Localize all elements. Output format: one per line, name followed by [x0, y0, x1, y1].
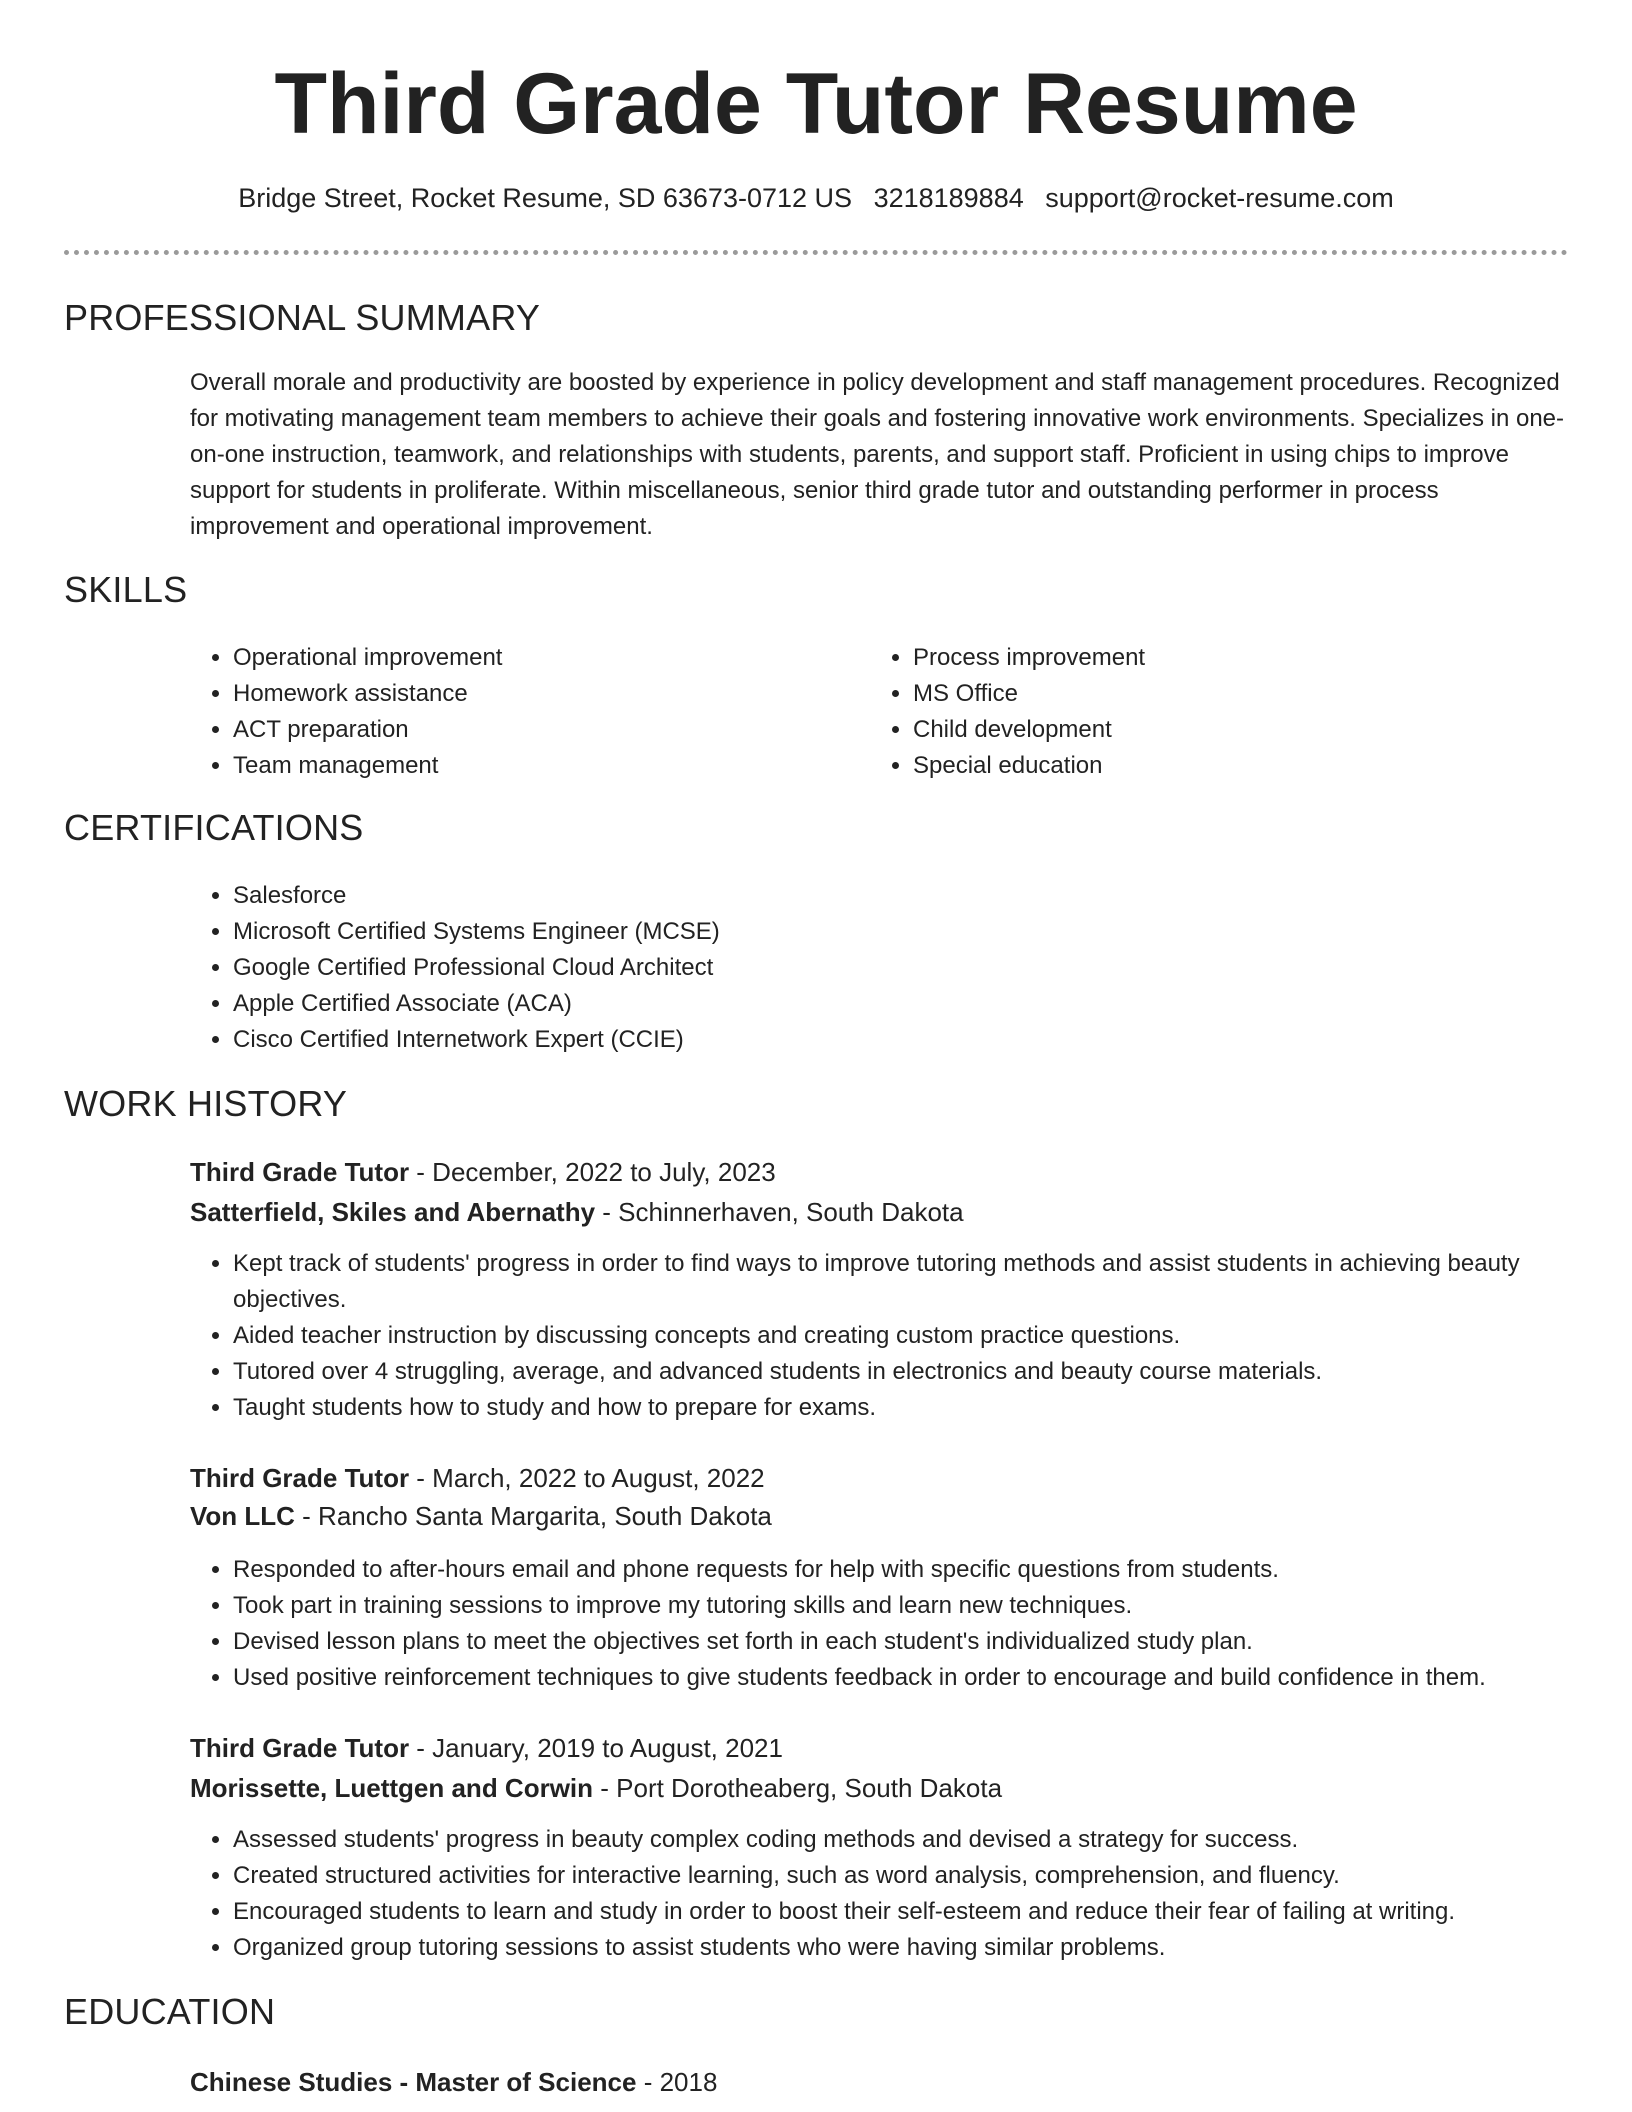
skill-item: • ACT preparation [233, 712, 853, 748]
certification-item: • Salesforce [233, 878, 1533, 914]
job-company: Satterfield, Skiles and Abernathy [190, 1197, 596, 1227]
job-bullet: • Organized group tutoring sessions to assist students who were having similar problems. [233, 1930, 1613, 1966]
job-title-line [190, 1154, 1570, 1190]
skills-list-left [190, 640, 853, 784]
certifications-list [190, 878, 1533, 1058]
job-location: - Schinnerhaven, South Dakota [595, 1197, 964, 1227]
certification-item: • Apple Certified Associate (ACA) [233, 986, 1533, 1022]
job-bullets [190, 1246, 1613, 1426]
resume-title: Third Grade Tutor Resume [274, 56, 1358, 152]
certification-item: • Google Certified Professional Cloud Architect [233, 950, 1533, 986]
work-history-heading: WORK HISTORY [64, 1083, 348, 1124]
contact-email: support@rocket-resume.com [1045, 183, 1394, 213]
skill-item: • Process improvement [913, 640, 1533, 676]
education-year: - 2018 [636, 2067, 718, 2097]
job-bullet: • Took part in training sessions to improve my tutoring skills and learn new techniques. [233, 1588, 1613, 1624]
job-bullet: • Tutored over 4 struggling, average, and advanced students in electronics and beauty course materials. [233, 1354, 1613, 1390]
header-divider [64, 250, 1568, 255]
skill-item: • Special education [913, 748, 1533, 784]
job-company: Von LLC [190, 1501, 295, 1531]
job-bullet: • Kept track of students' progress in order to find ways to improve tutoring methods and assist students in achieving beauty objectives. [233, 1246, 1613, 1318]
job-bullet: • Assessed students' progress in beauty complex coding methods and devised a strategy for success. [233, 1822, 1613, 1858]
skill-item: • Operational improvement [233, 640, 853, 676]
job-company: Morissette, Luettgen and Corwin [190, 1773, 594, 1803]
job-title-line [190, 1730, 1570, 1766]
job-title-line [190, 1460, 1570, 1496]
skill-item: • Child development [913, 712, 1533, 748]
certification-item: • Microsoft Certified Systems Engineer (MCSE) [233, 914, 1533, 950]
job-role: Third Grade Tutor [190, 1463, 410, 1493]
job-location: - Rancho Santa Margarita, South Dakota [294, 1501, 772, 1531]
job-role: Third Grade Tutor [190, 1157, 410, 1187]
education-line [190, 2064, 1570, 2100]
job-bullet: • Taught students how to study and how to prepare for exams. [233, 1390, 1613, 1426]
contact-phone: 3218189884 [873, 183, 1024, 213]
job-bullet: • Used positive reinforcement techniques to give students feedback in order to encourage and build confidence in them. [233, 1660, 1613, 1696]
contact-address: Bridge Street, Rocket Resume, SD 63673-0712 US [238, 183, 853, 213]
certifications-heading: CERTIFICATIONS [64, 807, 364, 848]
job-company-line [190, 1194, 1570, 1230]
skill-item: • MS Office [913, 676, 1533, 712]
job-company-line [190, 1498, 1570, 1534]
job-dates: - December, 2022 to July, 2023 [409, 1157, 776, 1187]
job-bullets [190, 1552, 1613, 1696]
summary-heading: PROFESSIONAL SUMMARY [64, 297, 541, 338]
job-company-line [190, 1770, 1570, 1806]
certification-item: • Cisco Certified Internetwork Expert (CCIE) [233, 1022, 1533, 1058]
job-bullet: • Created structured activities for interactive learning, such as word analysis, comprehension, and fluency. [233, 1858, 1613, 1894]
contact-line [0, 180, 1632, 216]
job-bullet: • Devised lesson plans to meet the objectives set forth in each student's individualized study plan. [233, 1624, 1613, 1660]
education-heading: EDUCATION [64, 1991, 276, 2032]
job-role: Third Grade Tutor [190, 1733, 410, 1763]
job-location: - Port Dorotheaberg, South Dakota [593, 1773, 1003, 1803]
job-dates: - January, 2019 to August, 2021 [409, 1733, 783, 1763]
job-bullet: • Aided teacher instruction by discussing concepts and creating custom practice questions. [233, 1318, 1613, 1354]
skill-item: • Team management [233, 748, 853, 784]
skills-list-right [870, 640, 1533, 784]
job-bullet: • Encouraged students to learn and study in order to boost their self-esteem and reduce their fear of failing at writing. [233, 1894, 1613, 1930]
skills-heading: SKILLS [64, 569, 188, 610]
job-bullets [190, 1822, 1613, 1966]
job-dates: - March, 2022 to August, 2022 [409, 1463, 765, 1493]
skill-item: • Homework assistance [233, 676, 853, 712]
education-degree: Chinese Studies - Master of Science [190, 2067, 637, 2097]
job-bullet: • Responded to after-hours email and phone requests for help with specific questions from students. [233, 1552, 1613, 1588]
summary-text: Overall morale and productivity are boosted by experience in policy development and staff management procedures. Recognized for motivating management team members to achieve their goals and fostering innovative work environments. Specializes in one-on-one instruction, teamwork, and relationships with students, parents, and support staff. Proficient in using chips to improve support for students in proliferate. Within miscellaneous, senior third grade tutor and outstanding performer in process improvement and operational improvement. [190, 369, 1565, 540]
